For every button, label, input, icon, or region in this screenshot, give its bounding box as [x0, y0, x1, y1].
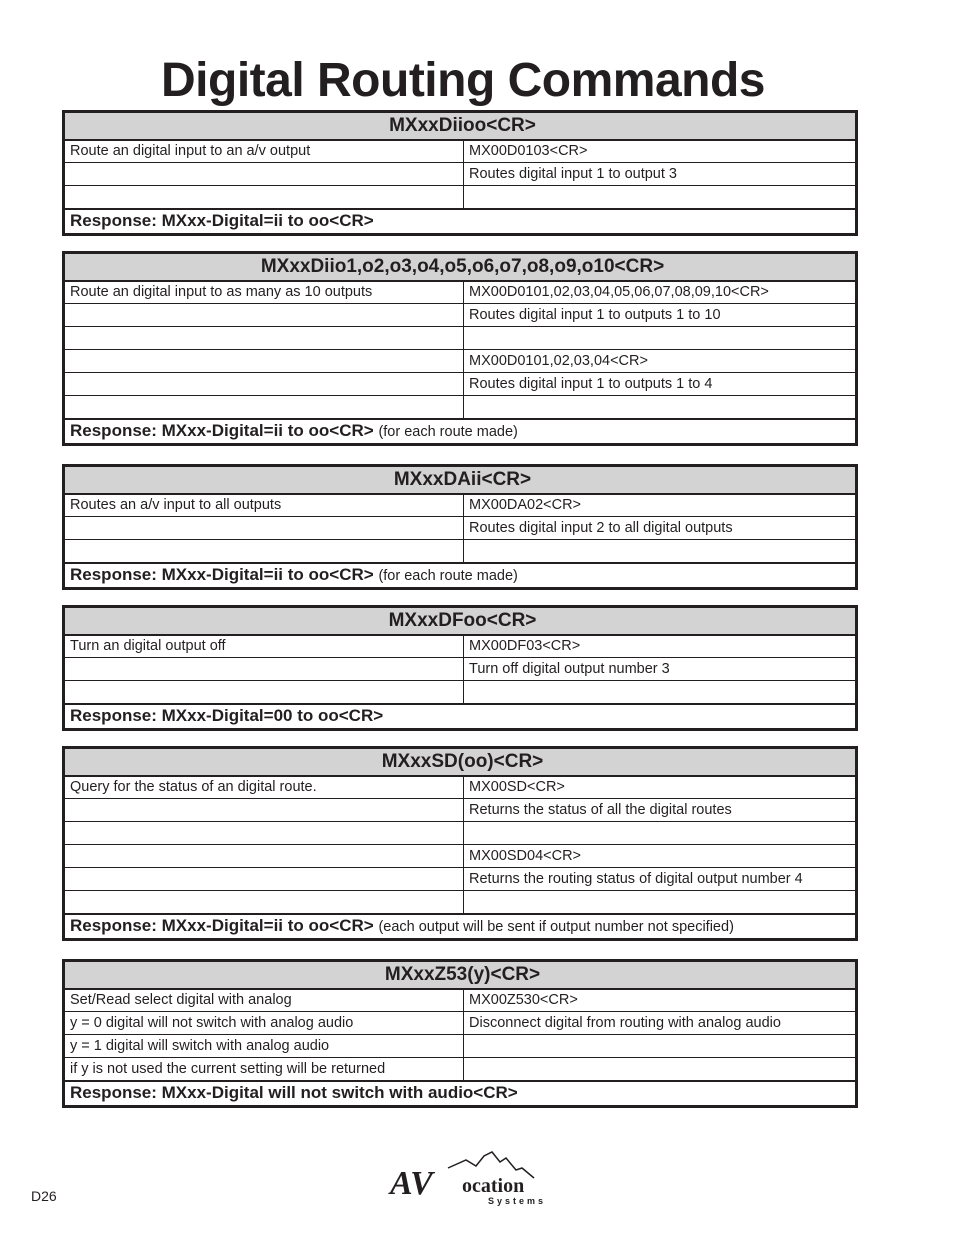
command-table — [62, 605, 858, 731]
response-text: Response: MXxx-Digital will not switch with audio<CR> — [70, 1083, 518, 1103]
description-cell: y = 1 digital will switch with analog audio — [64, 1035, 464, 1058]
response-row — [64, 704, 857, 730]
example-cell: Returns the routing status of digital output number 4 — [464, 868, 857, 891]
example-cell — [464, 327, 857, 350]
table-row — [64, 373, 857, 396]
response-text: Response: MXxx-Digital=00 to oo<CR> — [70, 706, 384, 726]
table-row — [64, 868, 857, 891]
description-cell — [64, 658, 464, 681]
table-row — [64, 140, 857, 163]
table-row — [64, 327, 857, 350]
description-cell — [64, 845, 464, 868]
description-cell: if y is not used the current setting will be returned — [64, 1058, 464, 1081]
example-cell — [464, 822, 857, 845]
example-cell: MX00SD<CR> — [464, 776, 857, 799]
example-cell: Routes digital input 1 to outputs 1 to 4 — [464, 373, 857, 396]
example-cell — [464, 681, 857, 704]
table-row — [64, 891, 857, 914]
command-table — [62, 959, 858, 1108]
description-cell — [64, 681, 464, 704]
response-row — [64, 209, 857, 235]
table-row — [64, 396, 857, 419]
page-number: D26 — [31, 1188, 57, 1204]
response-note: (for each route made) — [378, 568, 518, 585]
command-syntax: MXxxDiioo<CR> — [64, 112, 857, 140]
table-row — [64, 989, 857, 1012]
table-row — [64, 304, 857, 327]
description-cell — [64, 396, 464, 419]
example-cell: MX00Z530<CR> — [464, 989, 857, 1012]
command-syntax: MXxxZ53(y)<CR> — [64, 961, 857, 989]
description-cell — [64, 186, 464, 209]
example-cell: MX00D0103<CR> — [464, 140, 857, 163]
table-row — [64, 1035, 857, 1058]
table-row — [64, 822, 857, 845]
description-cell — [64, 822, 464, 845]
description-cell: y = 0 digital will not switch with analog audio — [64, 1012, 464, 1035]
description-cell: Routes an a/v input to all outputs — [64, 494, 464, 517]
avocation-logo — [388, 1148, 568, 1208]
example-cell: Disconnect digital from routing with analog audio — [464, 1012, 857, 1035]
example-cell: MX00DF03<CR> — [464, 635, 857, 658]
logo-subtext: Systems — [488, 1196, 547, 1206]
description-cell: Query for the status of an digital route. — [64, 776, 464, 799]
table-row — [64, 776, 857, 799]
response-row — [64, 419, 857, 445]
response-note: (for each route made) — [378, 424, 518, 441]
command-table — [62, 464, 858, 590]
response-text: Response: MXxx-Digital=ii to oo<CR> — [70, 421, 374, 441]
description-cell — [64, 163, 464, 186]
description-cell — [64, 327, 464, 350]
example-cell: MX00D0101,02,03,04,05,06,07,08,09,10<CR> — [464, 281, 857, 304]
description-cell: Route an digital input to as many as 10 outputs — [64, 281, 464, 304]
example-cell: MX00D0101,02,03,04<CR> — [464, 350, 857, 373]
example-cell — [464, 540, 857, 563]
command-syntax: MXxxSD(oo)<CR> — [64, 748, 857, 776]
example-cell: Routes digital input 1 to outputs 1 to 10 — [464, 304, 857, 327]
description-cell — [64, 304, 464, 327]
example-cell: Routes digital input 2 to all digital outputs — [464, 517, 857, 540]
description-cell — [64, 540, 464, 563]
command-table — [62, 746, 858, 941]
description-cell — [64, 891, 464, 914]
svg-text:AV: AV — [390, 1165, 433, 1202]
response-row — [64, 1081, 857, 1107]
response-text: Response: MXxx-Digital=ii to oo<CR> — [70, 211, 374, 231]
example-cell — [464, 186, 857, 209]
example-cell: Returns the status of all the digital routes — [464, 799, 857, 822]
description-cell — [64, 799, 464, 822]
table-row — [64, 517, 857, 540]
logo-text: ocation — [462, 1175, 525, 1197]
table-row — [64, 799, 857, 822]
response-note: (each output will be sent if output number not specified) — [378, 919, 734, 936]
response-text: Response: MXxx-Digital=ii to oo<CR> — [70, 565, 374, 585]
example-cell: Routes digital input 1 to output 3 — [464, 163, 857, 186]
example-cell — [464, 396, 857, 419]
table-row — [64, 281, 857, 304]
example-cell: MX00DA02<CR> — [464, 494, 857, 517]
example-cell — [464, 1058, 857, 1081]
table-row — [64, 658, 857, 681]
command-syntax: MXxxDiio1,o2,o3,o4,o5,o6,o7,o8,o9,o10<CR> — [64, 253, 857, 281]
command-table — [62, 110, 858, 236]
description-cell: Set/Read select digital with analog — [64, 989, 464, 1012]
page-title: Digital Routing Commands — [161, 54, 765, 107]
table-row — [64, 540, 857, 563]
response-text: Response: MXxx-Digital=ii to oo<CR> — [70, 916, 374, 936]
example-cell: Turn off digital output number 3 — [464, 658, 857, 681]
description-cell — [64, 868, 464, 891]
description-cell: Route an digital input to an a/v output — [64, 140, 464, 163]
response-row — [64, 914, 857, 940]
table-row — [64, 635, 857, 658]
example-cell — [464, 1035, 857, 1058]
description-cell: Turn an digital output off — [64, 635, 464, 658]
table-row — [64, 845, 857, 868]
example-cell: MX00SD04<CR> — [464, 845, 857, 868]
description-cell — [64, 373, 464, 396]
table-row — [64, 163, 857, 186]
table-row — [64, 681, 857, 704]
table-row — [64, 186, 857, 209]
description-cell — [64, 350, 464, 373]
response-row — [64, 563, 857, 589]
command-table — [62, 251, 858, 446]
table-row — [64, 494, 857, 517]
table-row — [64, 350, 857, 373]
description-cell — [64, 517, 464, 540]
table-row — [64, 1012, 857, 1035]
command-syntax: MXxxDFoo<CR> — [64, 607, 857, 635]
table-row — [64, 1058, 857, 1081]
command-syntax: MXxxDAii<CR> — [64, 466, 857, 494]
example-cell — [464, 891, 857, 914]
